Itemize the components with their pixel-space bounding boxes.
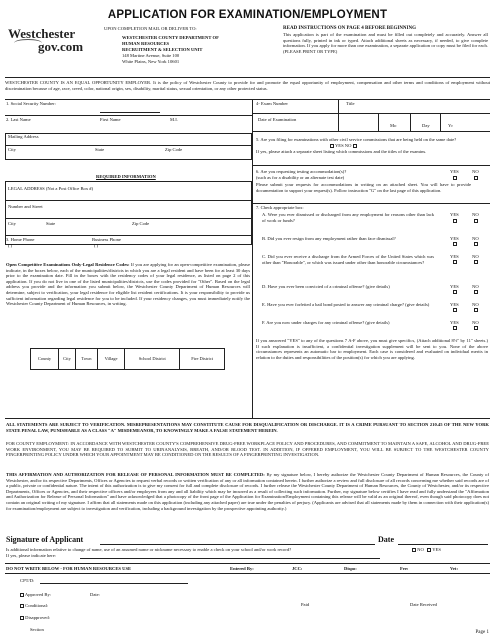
q7-text: 7. Check appropriate box: bbox=[256, 205, 304, 210]
q5b-text: If yes, please attach a separate sheet listing which commissions and the titles of the examins. bbox=[256, 149, 427, 154]
logo-swoosh-icon bbox=[14, 39, 42, 47]
column-divider bbox=[440, 113, 441, 131]
state2-label: State bbox=[46, 221, 56, 226]
jcc-label: JCC: bbox=[292, 566, 303, 571]
required-info-heading: REQUIRED INFORMATION bbox=[96, 174, 156, 179]
q7e-yes-label: YES bbox=[450, 302, 459, 307]
logo-text-bottom: gov.com bbox=[38, 39, 84, 54]
vet-label: Vet: bbox=[450, 566, 458, 571]
mailing-address-box bbox=[5, 133, 252, 160]
logo-text-top: Westchester bbox=[8, 26, 76, 41]
res-col-fire[interactable]: Fire District bbox=[180, 349, 225, 370]
legal-address-label: LEGAL ADDRESS (Not a Post Office Box #) bbox=[8, 186, 94, 191]
column-divider bbox=[410, 113, 411, 131]
divider bbox=[5, 418, 490, 419]
westchester-logo bbox=[8, 27, 98, 57]
affirmation-heading: THIS AFFIRMATION AND AUTHORIZATION FOR RELEASE OF PERSONAL INFORMATION MUST BE COMPLETED: bbox=[6, 472, 265, 477]
q7a-no-label: NO bbox=[472, 212, 479, 217]
name-change-no-checkbox[interactable] bbox=[412, 548, 416, 552]
cpt-label: CPT/D: bbox=[20, 578, 35, 583]
q6-yes-checkbox[interactable] bbox=[453, 176, 457, 180]
column-divider bbox=[338, 99, 339, 131]
divider bbox=[252, 203, 490, 204]
read-instructions-heading: READ INSTRUCTIONS ON PAGE 4 BEFORE BEGINNING bbox=[283, 26, 416, 31]
divider bbox=[5, 115, 252, 116]
city2-label: City bbox=[8, 221, 16, 226]
mo-label: Mo bbox=[390, 123, 397, 128]
q7d-yes-label: YES bbox=[450, 284, 459, 289]
divider bbox=[5, 145, 252, 146]
exam-number-label: 4- Exam Number bbox=[256, 101, 288, 106]
q7b-no-checkbox[interactable] bbox=[474, 242, 478, 246]
name-change-yes-checkbox[interactable] bbox=[427, 548, 431, 552]
yr-label: Yr bbox=[448, 123, 453, 128]
divider bbox=[5, 218, 252, 219]
divider bbox=[5, 563, 490, 564]
q7a-no-checkbox[interactable] bbox=[474, 219, 478, 223]
approved-label: Approved By: bbox=[24, 592, 52, 597]
divider bbox=[252, 165, 490, 166]
divider bbox=[5, 573, 490, 574]
q6b-text: (such as for a disability or an alternate test date) bbox=[256, 175, 345, 180]
q6-yes-label: YES bbox=[450, 169, 459, 174]
yes-label: YES bbox=[432, 547, 441, 552]
address-line-2: White Plains, New York 10601 bbox=[122, 58, 180, 64]
drug-free-statement: FOR COUNTY EMPLOYMENT: IN ACCORDANCE WITH WESTCHESTER COUNTY'S COMPREHENSIVE DRUG-FREE WORKPLACE POLICY AND PROCEDURES, AND COMMITMENT TO MAINTAIN A SAFE, ALCOHOL AND DRUG-FREE WORK ENVIRONMENT, YOU MAY BE REQUIRED TO SUBMIT TO URINANALYSIS, BREATH, AND/OR BLOOD TEST. IN ADDITION, IF OFFERED EMPLOYMENT, YOU WILL BE SUBJECT TO THE WESTCHESTER COUNTY FINGERPRINTING POLICY UNDER WHICH YOUR APPOINTMENT MAY BE CONDITIONED ON THE RESULTS OF A FINGERPRINTING INVESTIGATION. bbox=[6, 441, 489, 458]
name-change-question: Is additional information relative to change of name, use of an assumed name or nickname necessary to enable a check on your school and/or work record? bbox=[6, 547, 292, 552]
number-street-label: Number and Street bbox=[8, 204, 43, 209]
conditional-row bbox=[20, 603, 48, 609]
approved-checkbox[interactable] bbox=[20, 593, 24, 597]
q7a-text: A. Were you ever dismissed or discharged from any employment for reasons other than lack of work or funds? bbox=[262, 212, 434, 223]
ssn-label: 1. Social Security Number: bbox=[6, 101, 57, 106]
divider bbox=[252, 113, 490, 114]
cpt-field[interactable] bbox=[40, 583, 188, 584]
residence-codes-text bbox=[6, 262, 250, 307]
q7f-yes-checkbox[interactable] bbox=[453, 326, 457, 330]
signature-label: Signature of Applicant bbox=[6, 535, 84, 544]
business-phone-field[interactable]: ( ) bbox=[94, 243, 99, 248]
name-change-options bbox=[412, 547, 441, 553]
q7d-no-checkbox[interactable] bbox=[474, 290, 478, 294]
mailing-label: Mailing Address bbox=[8, 134, 39, 139]
q5-yes-no-label: YES NO bbox=[334, 143, 352, 148]
dept-line-3: RECRUITMENT & SELECTION UNIT bbox=[122, 46, 203, 52]
page-number: Page 1 bbox=[475, 629, 489, 635]
divider bbox=[5, 99, 490, 100]
q7e-yes-checkbox[interactable] bbox=[453, 308, 457, 312]
q5-yes-checkbox[interactable] bbox=[330, 144, 334, 148]
q7b-yes-checkbox[interactable] bbox=[453, 242, 457, 246]
divider bbox=[252, 131, 490, 132]
q7c-no-label: NO bbox=[472, 254, 479, 259]
verification-statement: ALL STATEMENTS ARE SUBJECT TO VERIFICATION. MISREPRESENTATIONS MAY CONSTITUTE CAUSE FOR DISQUALIFICATION OR DISCHARGE. IT IS A CRIME PURSUANT TO SECTION 210.45 OF THE NEW YORK STATE PENAL LAW, PUNISHABLE AS A CLASS "A" MISDEMEANOR, TO KNOWINGLY MAKE A FALSE STATEMENT HEREIN. bbox=[6, 422, 489, 433]
residence-heading: Open Competitive Examinations Only-Legal Residence Codes: bbox=[6, 262, 130, 267]
q7c-text: C. Did you ever receive a discharge from the Armed Forces of the United States which was other than "Honorable", or which was issued under other than honorable circumstances? bbox=[262, 254, 434, 265]
first-name-label: First Name bbox=[100, 117, 121, 122]
dept-line-1: WESTCHESTER COUNTY DEPARTMENT OF bbox=[122, 35, 219, 40]
column-divider bbox=[378, 113, 379, 131]
res-col-county[interactable]: County bbox=[31, 349, 59, 370]
form-title: APPLICATION FOR EXAMINATION/EMPLOYMENT bbox=[107, 9, 388, 21]
q7c-no-checkbox[interactable] bbox=[474, 260, 478, 264]
dept-line-2: HUMAN RESOURCES bbox=[122, 40, 170, 46]
q7e-text: E. Have you ever forfeited a bail bond posted to answer any criminal charge? (give details) bbox=[262, 302, 430, 307]
q7f-yes-label: YES bbox=[450, 320, 459, 325]
q7d-no-label: NO bbox=[472, 284, 479, 289]
last-name-label: 2. Last Name bbox=[6, 117, 31, 122]
disapproved-label: Disapproved: bbox=[25, 615, 50, 620]
conditional-label: Conditional: bbox=[25, 603, 49, 608]
disapproved-row bbox=[20, 615, 50, 621]
q7b-text: B. Did you ever resign from any employment rather than face dismissal? bbox=[262, 236, 396, 241]
divider bbox=[5, 77, 490, 78]
name-field[interactable] bbox=[6, 123, 246, 133]
zip-label: Zip Code bbox=[165, 147, 183, 152]
conditional-checkbox[interactable] bbox=[20, 604, 24, 608]
q7-note: If you answered "YES" to any of the questions 7 A-F above, you must give specifics, (Attach additional 8½" by 11" sheets.) If such explanation is insufficient, a confidential investigation supplement will be sent to you. None of the above circumstances represents an automatic bar to employment. Each case is considered and evaluated on individual merits in relation to the duties and responsibilities of the position(s) for which you are applying. bbox=[256, 338, 488, 360]
do-not-write-label: DO NOT WRITE BELOW - FOR HUMAN RESOURCES USE bbox=[6, 566, 132, 571]
date-label: Date bbox=[378, 535, 394, 544]
home-phone-field[interactable]: ( ) bbox=[8, 243, 13, 248]
q6-text: 6. Are you requesting testing accommodation(s)? bbox=[256, 169, 347, 174]
disapproved-checkbox[interactable] bbox=[20, 616, 24, 620]
ssn-field[interactable] bbox=[100, 106, 160, 113]
title-label: Title bbox=[346, 101, 355, 106]
read-instructions-text: This application is part of the examination and must be filled out completely and accurately. Answer all questions fully, printed in ink or typed. Attach additional sheets as necessary, if needed, to give complete information. If you apply for more than one examination, a separate application or copy must be filed for each. (PLEASE PRINT OR TYPE) bbox=[283, 32, 488, 54]
q7b-no-label: NO bbox=[472, 236, 479, 241]
home-phone-label: 3. Home Phone bbox=[6, 237, 35, 242]
residence-codes-table bbox=[30, 348, 225, 370]
city-label: City bbox=[8, 147, 16, 152]
column-divider bbox=[252, 99, 253, 418]
date2-label: Date: bbox=[90, 592, 100, 597]
exam-date-label: Date of Examination bbox=[258, 117, 297, 122]
no-label: NO bbox=[417, 547, 424, 552]
indicate-field[interactable] bbox=[80, 558, 380, 559]
dispo-label: Dispo: bbox=[344, 566, 357, 571]
zip2-label: Zip Code bbox=[132, 221, 150, 226]
q7c-yes-checkbox[interactable] bbox=[453, 260, 457, 264]
signature-field[interactable] bbox=[100, 544, 375, 545]
q7d-text: D. Have you ever been convicted of a criminal offense? (give details) bbox=[262, 284, 390, 289]
res-col-school[interactable]: School District bbox=[125, 349, 180, 370]
q6-no-label: NO bbox=[472, 169, 479, 174]
affirmation-body: By my signature below, I hereby authorize the Westchester County Department of Human Resources, the County of Westchester, and/or its respective Departments, Offices or Agencies to request verbal records or written verification of any or all information contained herein. I further authorize a review and full disclosure of all records concerning me whether said records are of a public, private or confidential nature. The intent of this authorization is to give my consent for full and complete disclosure of records. I further release the Westchester County Department of Human Resources, the County of Westchester, and/or its respective Departments, Offices or Agencies, and their respective officers and/or employees from any and all liability which may be incurred as a result of collecting such information. Further, my signature below certifies I have read and fully understand the "Affirmation and Authorization for Release of Personal Information" and have acknowledged that a photocopy of the front page of the Application for Examination/Employment containing this release will be valid as an original thereof, even though said photocopy does not contain an original writing of my signature. I affirm that all statements made on this application (including any attached paper) are true under the penalties of perjury. (Applicants are advised that all statements made by them in connection with their application(s) for examination/employment are subject to investigation and verification, including a background investigation by the prospective appointing authority.) bbox=[6, 472, 490, 511]
res-col-city[interactable]: City bbox=[58, 349, 75, 370]
paid-label: Paid bbox=[301, 602, 310, 607]
section-label: Section bbox=[30, 627, 44, 632]
q5-text: 5. Are you filing for examinations with other civil service commissions that are being held on the same date? bbox=[256, 137, 457, 142]
address-line-1: 148 Martine Avenue, Suite 100 bbox=[122, 52, 180, 58]
upon-completion: UPON COMPLETION MAIL OR DELIVER TO: bbox=[104, 26, 197, 31]
q7f-no-checkbox[interactable] bbox=[474, 326, 478, 330]
indicate-label: If yes, please indicate here: bbox=[6, 553, 57, 558]
q5-no-checkbox[interactable] bbox=[353, 144, 357, 148]
entered-by-label: Entered By: bbox=[230, 566, 254, 571]
q7c-yes-label: YES bbox=[450, 254, 459, 259]
date-field[interactable] bbox=[398, 544, 488, 545]
q7a-yes-checkbox[interactable] bbox=[453, 219, 457, 223]
q5-checkboxes[interactable] bbox=[330, 143, 357, 149]
state-label: State bbox=[95, 147, 105, 152]
mi-label: M.I. bbox=[170, 117, 178, 122]
affirmation-text bbox=[6, 472, 489, 511]
fee-label: Fee: bbox=[400, 566, 409, 571]
q6-no-checkbox[interactable] bbox=[474, 176, 478, 180]
q7f-no-label: NO bbox=[472, 320, 479, 325]
q7f-text: F. Are you now under charges for any criminal offense? (give details) bbox=[262, 320, 390, 325]
equal-opportunity-statement: WESTCHESTER COUNTY IS AN EQUAL OPPORTUNITY EMPLOYER. It is the policy of Westchester County to provide for and promote the equal opportunity of employment, compensation and other terms and conditions of employment without discrimination because of age, race, creed, color, national origin, sex, disability, marital status, sexual orientation, or any other protected status. bbox=[5, 80, 490, 91]
divider bbox=[5, 235, 252, 236]
approved-row bbox=[20, 592, 51, 598]
date-received-label: Date Received bbox=[410, 602, 437, 607]
q7b-yes-label: YES bbox=[450, 236, 459, 241]
res-col-village[interactable]: Village bbox=[97, 349, 124, 370]
divider bbox=[5, 200, 252, 201]
business-phone-label: Business Phone bbox=[92, 237, 121, 242]
q7d-yes-checkbox[interactable] bbox=[453, 290, 457, 294]
day-label: Day bbox=[422, 123, 430, 128]
q7a-yes-label: YES bbox=[450, 212, 459, 217]
q7e-no-label: NO bbox=[472, 302, 479, 307]
q7e-no-checkbox[interactable] bbox=[474, 308, 478, 312]
q6c-text: Please submit your requests for accommodations in writing on an attached sheet. You will have to provide documentation to support your request(s). Follow instruction "G" on the last page of this application. bbox=[256, 182, 471, 193]
department-address bbox=[122, 35, 219, 65]
res-col-town[interactable]: Town bbox=[76, 349, 98, 370]
residence-body: If you are applying for an open-competitive examination, please indicate, in the boxes below, each of the municipalities/districts in which you are a legal resident and have been for at least 30 days prior to the examination date. Fill in the boxes with the residency codes of your legal residence, as listed on page 2 of this application. If you do not live in one of the listed municipalities/districts, use the codes provided for "Other". Based on the legal address you provide and the information you submit below, the Westchester County Department of Human Resources will determine, subject to verification, your legal residence for eligible list resident certifications. It is your responsibility to provide us sufficient information regarding legal residence for you to be included. If your residency changes, you must immediately notify the Westchester County Department of Human Resources, in writing. bbox=[6, 262, 250, 307]
